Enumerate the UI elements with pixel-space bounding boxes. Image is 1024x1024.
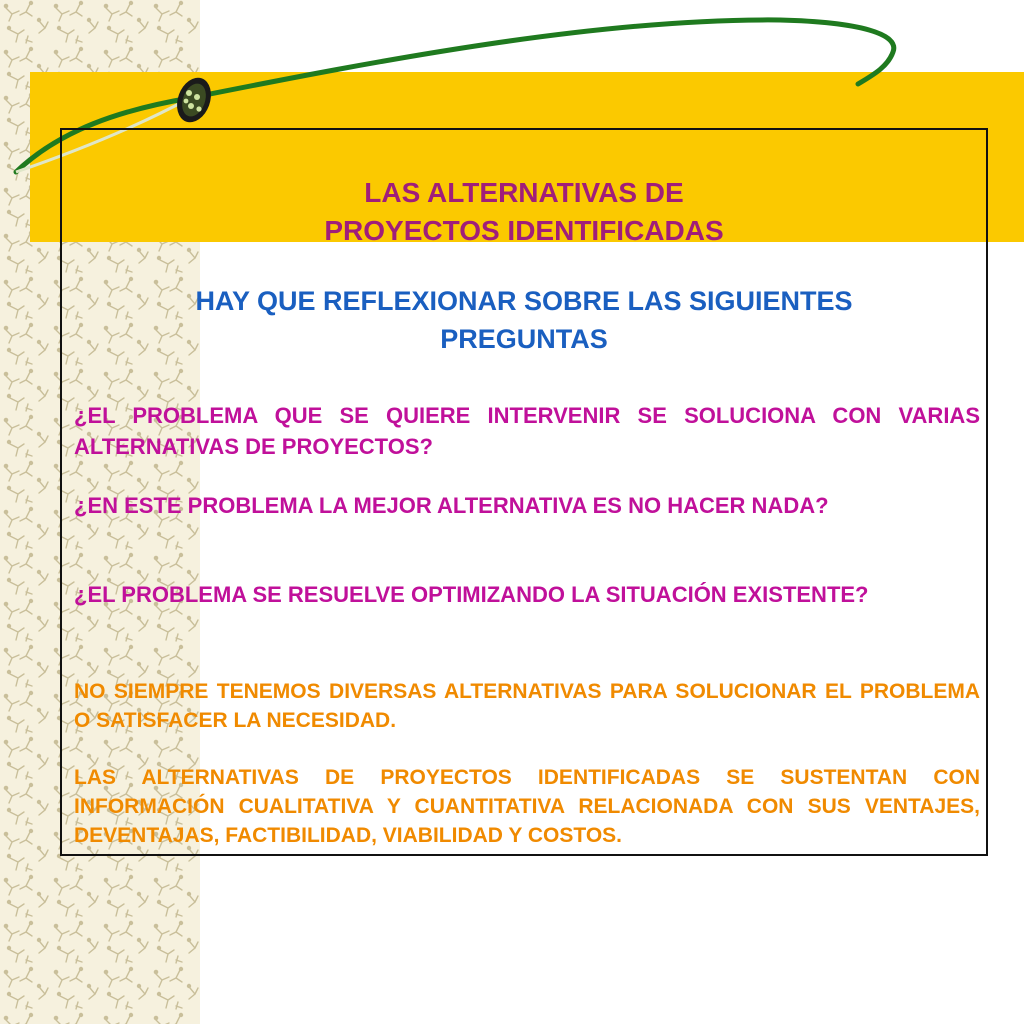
slide-title-line1: LAS ALTERNATIVAS DE — [364, 177, 684, 208]
note-2: LAS ALTERNATIVAS DE PROYECTOS IDENTIFICADAS SE SUSTENTAN CON INFORMACIÓN CUALITATIVA Y CUANTITATIVA RELACIONADA CON SUS VENTAJES, DEVENTAJAS, FACTIBILIDAD, VIABILIDAD Y COSTOS. — [74, 766, 980, 847]
note-1: NO SIEMPRE TENEMOS DIVERSAS ALTERNATIVAS PARA SOLUCIONAR EL PROBLEMA O SATISFACER LA NECESIDAD. — [74, 680, 980, 732]
question-1: ¿EL PROBLEMA QUE SE QUIERE INTERVENIR SE SOLUCIONA CON VARIAS ALTERNATIVAS DE PROYECTOS? — [74, 403, 980, 459]
question-3: ¿EL PROBLEMA SE RESUELVE OPTIMIZANDO LA SITUACIÓN EXISTENTE? — [74, 582, 869, 607]
content-frame — [60, 128, 988, 856]
subtitle-line1: HAY QUE REFLEXIONAR SOBRE LAS SIGUIENTES — [195, 286, 853, 316]
subtitle-line2: PREGUNTAS — [440, 324, 608, 354]
seed-ornament-icon — [171, 73, 217, 127]
slide-title-line2: PROYECTOS IDENTIFICADAS — [324, 215, 724, 246]
question-2: ¿EN ESTE PROBLEMA LA MEJOR ALTERNATIVA ES NO HACER NADA? — [74, 493, 829, 518]
